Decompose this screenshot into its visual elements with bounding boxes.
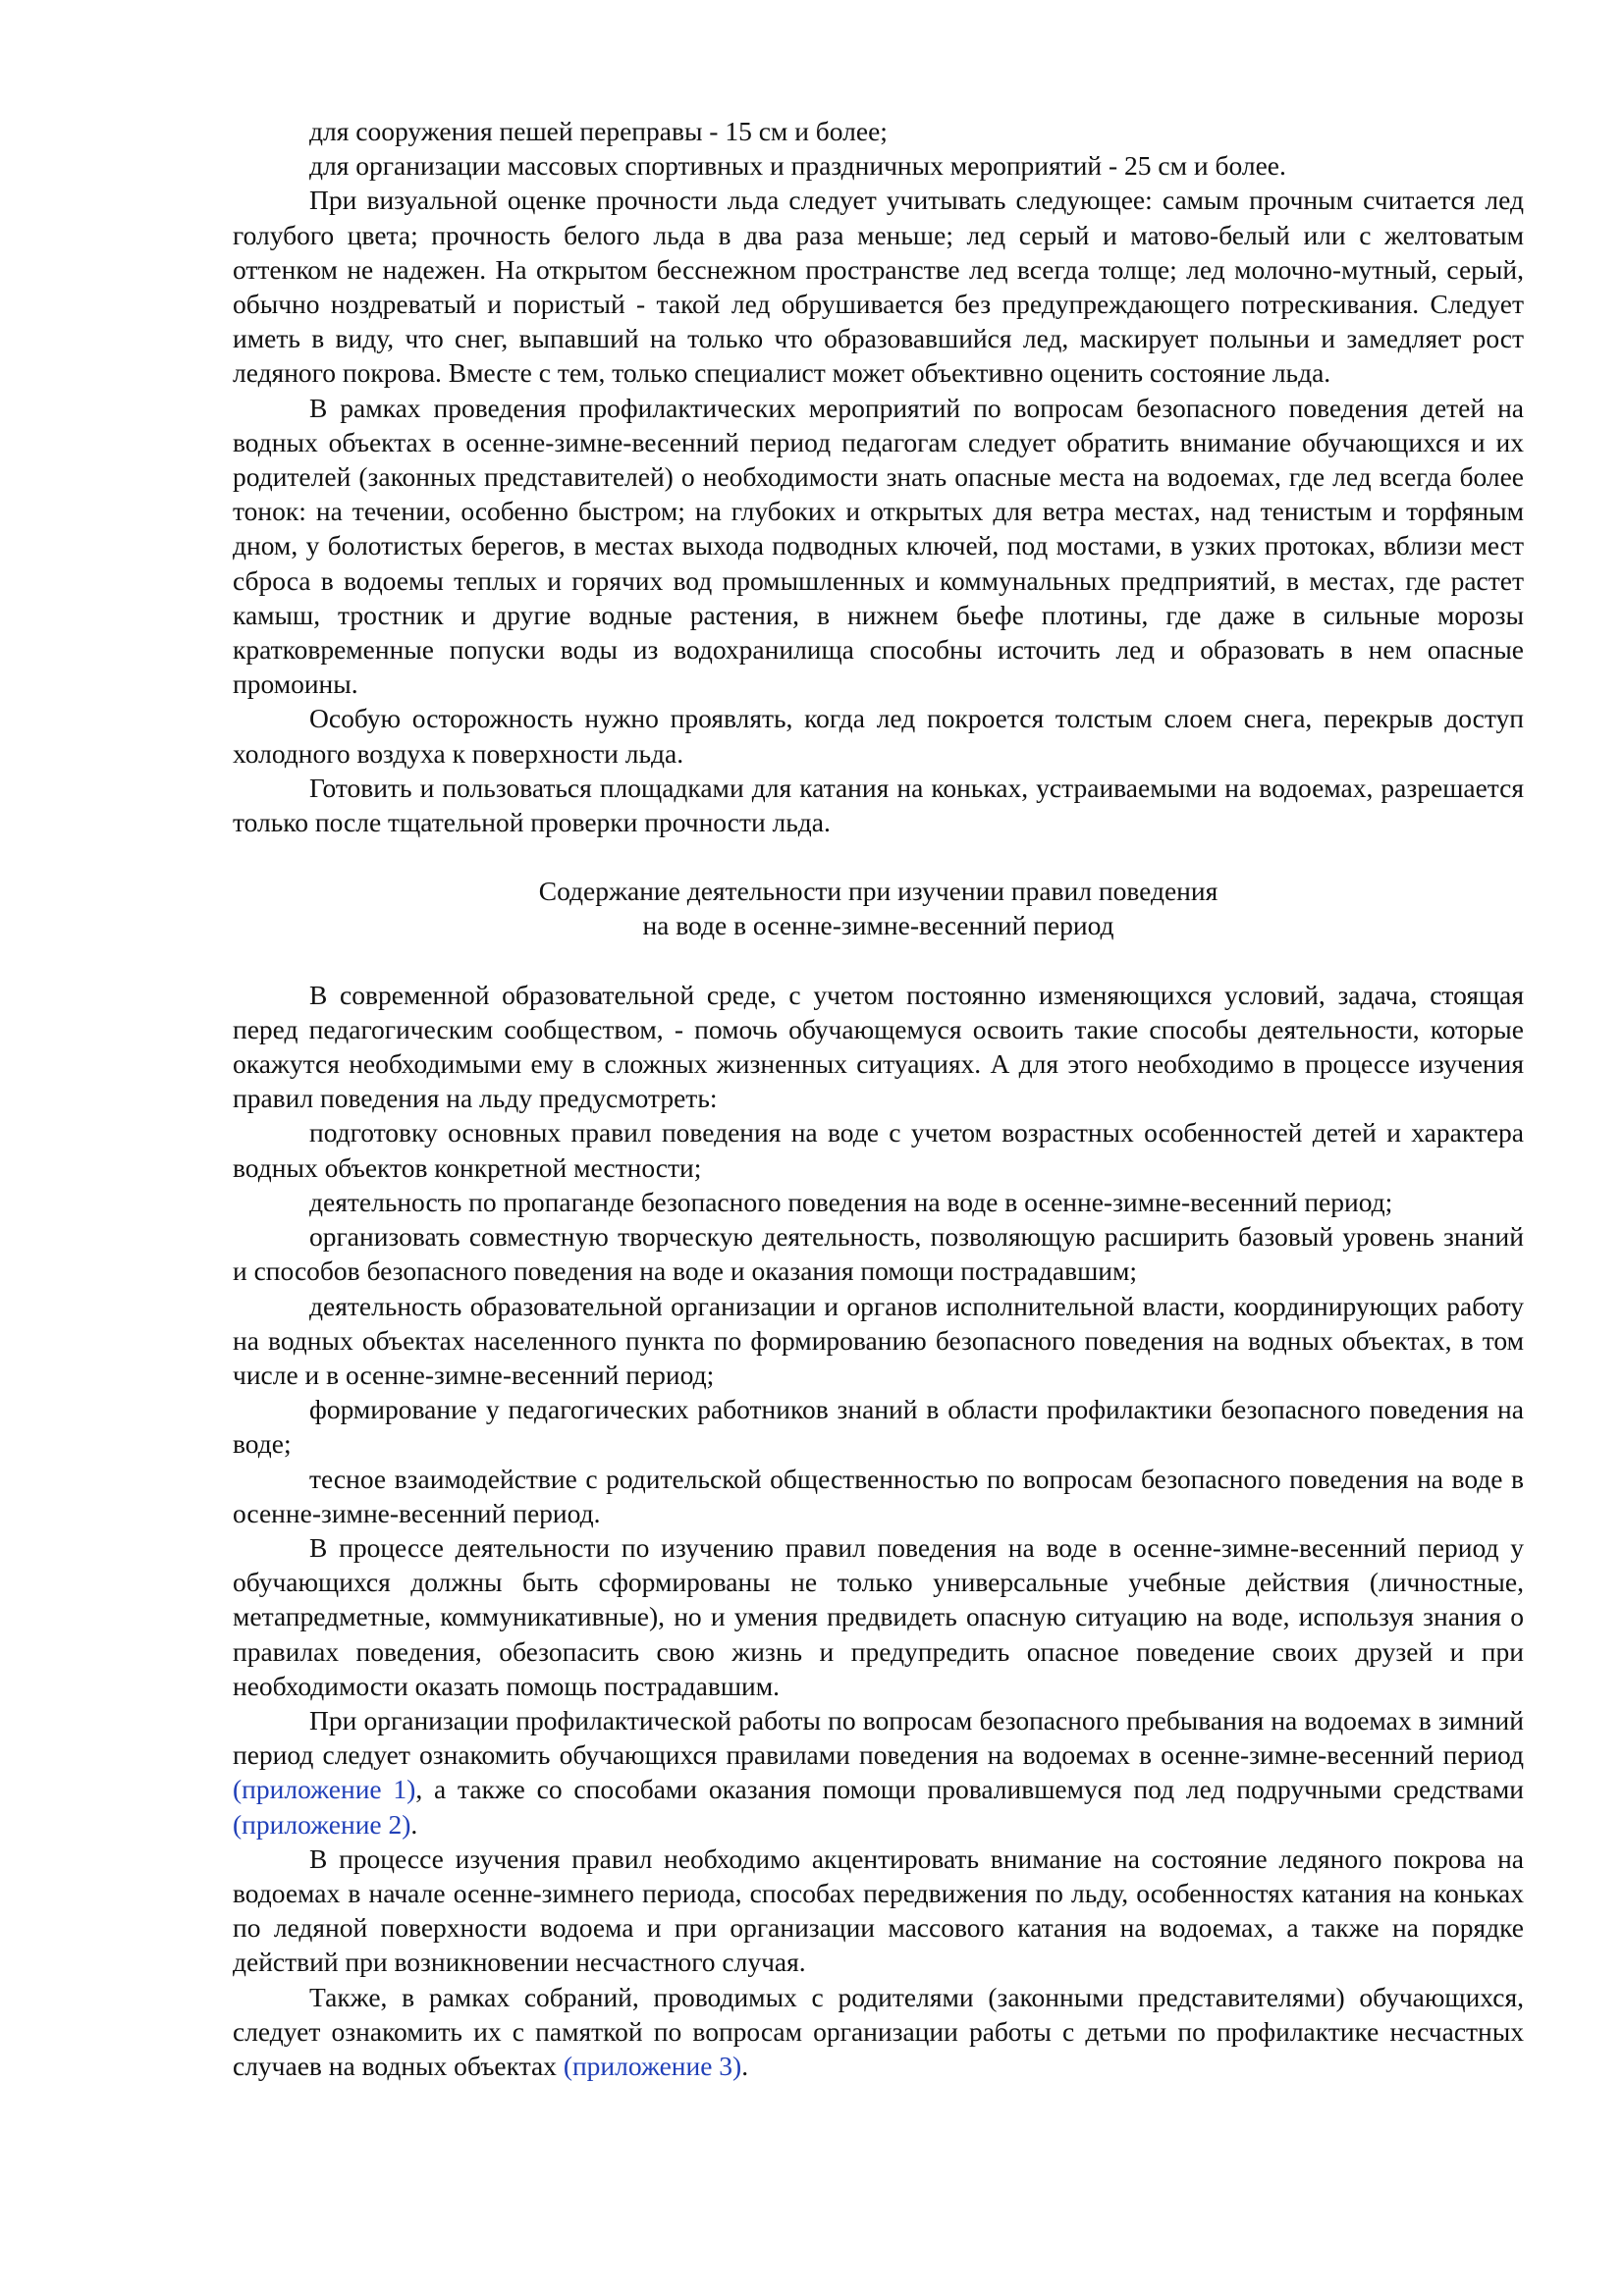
list-item-teacher-knowledge: формирование у педагогических работников знаний в области профилактики безопасного поведения на воде;: [233, 1394, 1524, 1460]
section-heading-line-1: Содержание деятельности при изучении правил поведения: [538, 876, 1218, 907]
section-heading-line-2: на воде в осенне-зимне-весенний период: [642, 910, 1114, 941]
paragraph-prevention-work: [233, 1703, 1524, 1842]
appendix-1-link[interactable]: (приложение 1): [233, 1774, 416, 1805]
appendix-2-link[interactable]: (приложение 2): [233, 1808, 411, 1840]
list-item-parent-cooperation: тесное взаимодействие с родительской общественностью по вопросам безопасного поведения на воде в осенне-зимне-весенний период.: [233, 1463, 1524, 1528]
list-item-creative-activity: организовать совместную творческую деятельность, позволяющую расширить базовый уровень знаний и способов безопасного поведения на воде и оказания помощи пострадавшим;: [233, 1221, 1524, 1287]
paragraph-parent-meetings-text-b: .: [741, 2050, 749, 2081]
list-item-propaganda: деятельность по пропаганде безопасного поведения на воде в осенне-зимне-весенний период;: [309, 1186, 1393, 1217]
paragraph-crossing-thickness: для сооружения пешей переправы - 15 см и более;: [309, 116, 888, 146]
paragraph-skating-areas: Готовить и пользоваться площадками для катания на коньках, устраиваемыми на водоемах, разрешается только после тщательной проверки прочности льда.: [233, 772, 1524, 838]
section-heading: [233, 874, 1524, 942]
paragraph-ice-cover-focus: В процессе изучения правил необходимо акцентировать внимание на состояние ледяного покрова на водоемах в начале осенне-зимнего периода, способах передвижения по льду, особенностях катания на коньках по ледяной поверхности водоема и при организации массового катания на водоемах, а также на порядке действий при возникновении несчастного случая.: [233, 1842, 1524, 1978]
paragraph-dangerous-places: В рамках проведения профилактических мероприятий по вопросам безопасного поведения детей на водных объектах в осенне-зимне-весенний период педагогам следует обратить внимание обучающихся и их родителей (законных представителей) о необходимости знать опасные места на водоемах, где лед всегда более тонок: на течении, особенно быстром; на глубоких и открытых для ветра местах, над тенистым и торфяным дном, у болотистых берегов, в местах выхода подводных ключей, под мостами, в узких протоках, вблизи мест сброса в водоемы теплых и горячих вод промышленных и коммунальных предприятий, в местах, где растет камыш, тростник и другие водные растения, в нижнем бьефе плотины, где даже в сильные морозы кратковременные попуски воды из водохранилища способны источить лед и образовать в нем опасные промоины.: [233, 392, 1524, 700]
appendix-3-link[interactable]: (приложение 3): [563, 2050, 742, 2081]
paragraph-events-thickness: для организации массовых спортивных и праздничных мероприятий - 25 см и более.: [309, 150, 1286, 182]
document-page: [233, 114, 1524, 2083]
paragraph-prevention-text-b: , а также со способами оказания помощи провалившемуся под лед подручными средствами: [415, 1774, 1524, 1805]
list-item-rules-preparation: подготовку основных правил поведения на воде с учетом возрастных особенностей детей и характера водных объектов конкретной местности;: [233, 1117, 1524, 1183]
list-item-authorities-cooperation: деятельность образовательной организации и органов исполнительной власти, координирующих работу на водных объектах населенного пункта по формированию безопасного поведения на водных объектах, в том числе и в осенне-зимне-весенний период;: [233, 1290, 1524, 1390]
paragraph-modern-environment: В современной образовательной среде, с учетом постоянно изменяющихся условий, задача, стоящая перед педагогическим сообществом, - помочь обучающемуся освоить такие способы деятельности, которые окажутся необходимыми ему в сложных жизненных ситуациях. А для этого необходимо в процессе изучения правил поведения на льду предусмотреть:: [233, 979, 1524, 1114]
paragraph-visual-assessment: При визуальной оценке прочности льда следует учитывать следующее: самым прочным считается лед голубого цвета; прочность белого льда в два раза меньше; лед серый и матово-белый или с желтоватым оттенком не надежен. На открытом бесснежном пространстве лед всегда толще; лед молочно-мутный, серый, обычно ноздреватый и пористый - такой лед обрушивается без предупреждающего потрескивания. Следует иметь в виду, что снег, выпавший на только что образовавшийся лед, маскирует полыньи и замедляет рост ледяного покрова. Вместе с тем, только специалист может объективно оценить состояние льда.: [233, 185, 1524, 389]
paragraph-prevention-text-c: .: [410, 1808, 418, 1840]
paragraph-prevention-text-a: При организации профилактической работы по вопросам безопасного пребывания на водоемах в зимний период следует ознакомить обучающихся правилами поведения на водоемах в осенне-зимне-весенний период: [233, 1704, 1524, 1771]
paragraph-parent-meetings: [233, 1980, 1524, 2084]
paragraph-snow-caution: Особую осторожность нужно проявлять, когда лед покроется толстым слоем снега, перекрыв доступ холодного воздуха к поверхности льда.: [233, 703, 1524, 769]
paragraph-parent-meetings-text-a: Также, в рамках собраний, проводимых с родителями (законными представителями) обучающихся, следует ознакомить их с памяткой по вопросам организации работы с детьми по профилактике несчастных случаев на водных объектах: [233, 1981, 1524, 2081]
paragraph-learning-outcomes: В процессе деятельности по изучению правил поведения на воде в осенне-зимне-весенний период у обучающихся должны быть сформированы не только универсальные учебные действия (личностные, метапредметные, коммуникативные), но и умения предвидеть опасную ситуацию на воде, используя знания о правилах поведения, обезопасить свою жизнь и предупредить опасное поведение своих друзей и при необходимости оказать помощь пострадавшим.: [233, 1531, 1524, 1701]
